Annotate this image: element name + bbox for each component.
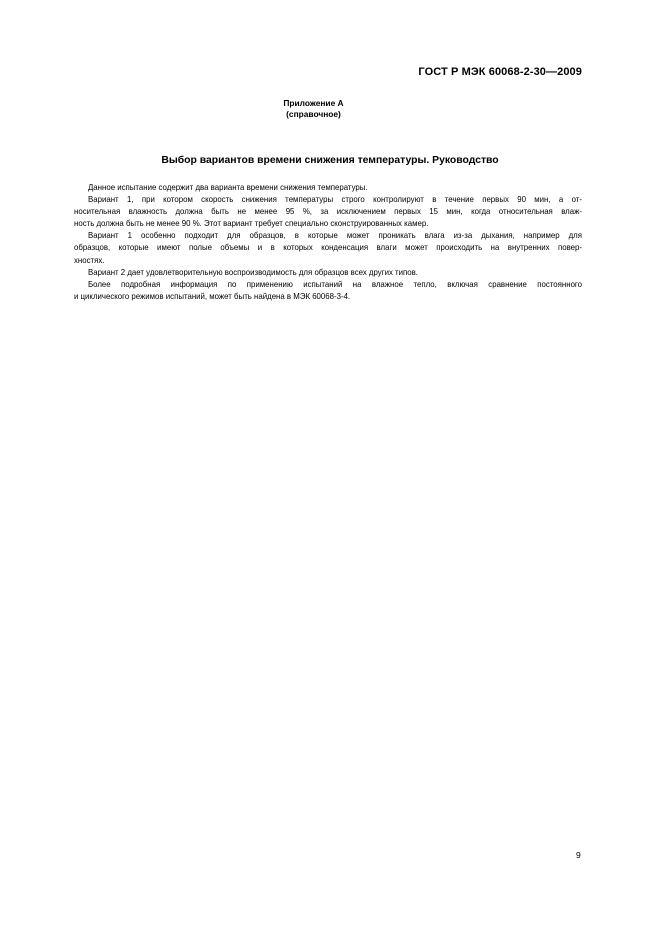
paragraph-2-line-3: ность должна быть не менее 90 %. Этот вариант требует специально сконструированных камер.: [74, 219, 429, 229]
paragraph-5-line-2: и циклического режимов испытаний, может быть найдена в МЭК 60068-3-4.: [74, 291, 351, 301]
paragraph-5-line-1: Более подробная информация по применению испытаний на влажное тепло, включая сравнение постоянного: [88, 279, 582, 289]
paragraph-4-line-1: Вариант 2 дает удовлетворительную воспроизводимость для образцов всех других типов.: [88, 267, 418, 277]
document-code-header: ГОСТ Р МЭК 60068-2-30—2009: [418, 66, 582, 78]
annex-label: Приложение А: [283, 98, 344, 108]
paragraph-4: [74, 267, 582, 279]
page-number: 9: [576, 850, 581, 860]
paragraph-2-line-2: носительная влажность должна быть не менее 95 %, за исключением первых 15 мин, когда относительная влаж-: [74, 207, 582, 217]
body-text: [74, 182, 582, 303]
paragraph-3-line-2: образцов, которые имеют полые объемы и в которых конденсация влаги может происходить на внутренних повер-: [74, 243, 582, 253]
paragraph-1: [74, 182, 582, 194]
paragraph-1-line-1: Данное испытание содержит два варианта времени снижения температуры.: [88, 183, 368, 192]
annex-type: (справочное): [286, 109, 341, 119]
paragraph-3: [74, 230, 582, 266]
paragraph-2-line-1: Вариант 1, при котором скорость снижения температуры строго контролируют в течение первых 90 мин, а от-: [88, 195, 582, 205]
paragraph-2: [74, 194, 582, 230]
paragraph-5: [74, 279, 582, 303]
paragraph-3-line-1: Вариант 1 особенно подходит для образцов, в которые может проникать влага из-за дыхания, например для: [88, 231, 582, 241]
annex-heading: [0, 98, 627, 120]
section-title: Выбор вариантов времени снижения температуры. Руководство: [161, 155, 499, 166]
paragraph-3-line-3: хностях.: [74, 255, 105, 265]
